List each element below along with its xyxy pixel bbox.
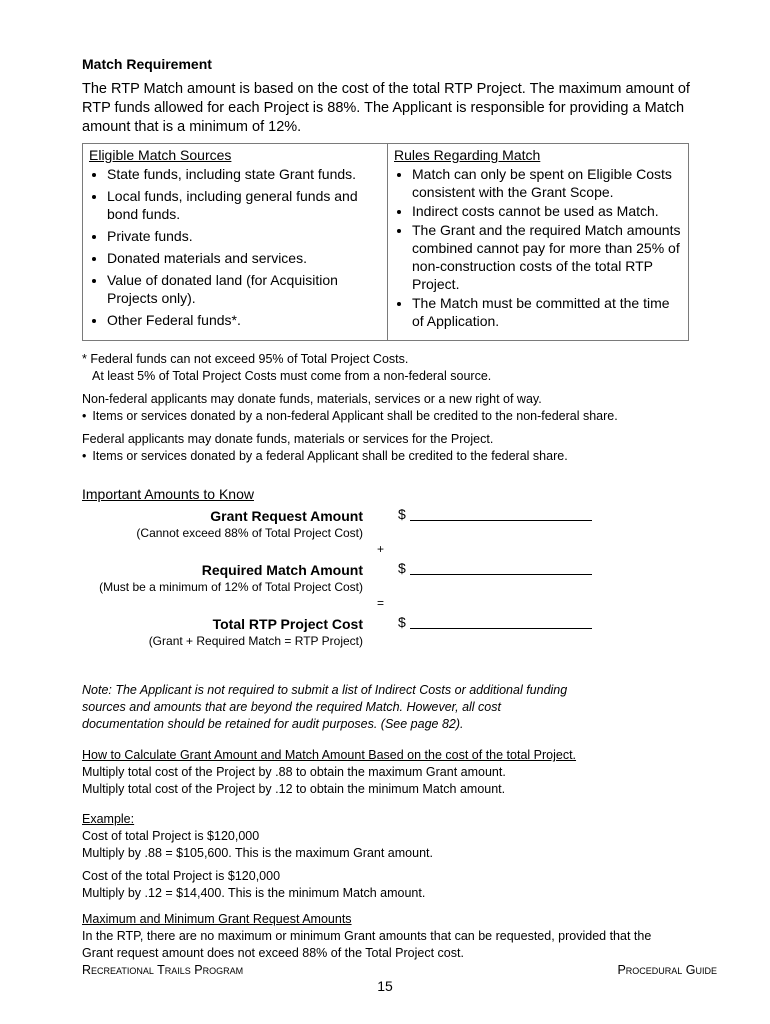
total-project-row [82, 610, 722, 664]
grant-request-field[interactable] [398, 506, 592, 522]
match-table [82, 143, 689, 341]
calculation-heading: How to Calculate Grant Amount and Match Amount Based on the cost of the total Project. [82, 748, 577, 762]
total-project-field[interactable] [398, 614, 592, 630]
calculation-line-1: Multiply total cost of the Project by .88 to obtain the maximum Grant amount. [82, 765, 506, 779]
currency-sign: $ [398, 506, 406, 522]
important-amounts-heading: Important Amounts to Know [82, 486, 254, 502]
maxmin-heading: Maximum and Minimum Grant Request Amounts [82, 912, 352, 926]
list-item: • The Match must be committed at the time of Application. [412, 294, 682, 330]
match-rules-list [394, 165, 682, 330]
intro-paragraph: The RTP Match amount is based on the cost of the total RTP Project. The maximum amount of RTP funds allowed for each Project is 88%. The Applicant is responsible for providing a Match amount that is a minimum of 12%. [82, 81, 690, 135]
federal-donations [82, 431, 722, 465]
total-project-blank[interactable] [410, 614, 592, 629]
required-match-blank[interactable] [410, 560, 592, 575]
grant-request-note: (Cannot exceed 88% of Total Project Cost) [136, 526, 363, 540]
example-a-line-1: Cost of total Project is $120,000 [82, 829, 260, 843]
example-heading: Example: [82, 812, 135, 826]
footnote-line-2: At least 5% of Total Project Costs must come from a non-federal source. [92, 369, 492, 383]
maxmin-text: In the RTP, there are no maximum or minimum Grant amounts that can be requested, provided that the Grant request amount does not exceed 88% of the Total Project cost. [82, 929, 652, 960]
required-match-row [82, 556, 722, 610]
eligible-sources-list [89, 165, 381, 329]
list-item: • Match can only be spent on Eligible Costs consistent with the Grant Scope. [412, 165, 682, 201]
calculation-line-2: Multiply total cost of the Project by .12 to obtain the minimum Match amount. [82, 782, 506, 796]
total-project-note: (Grant + Required Match = RTP Project) [148, 634, 363, 648]
page-number: 15 [377, 978, 393, 994]
audit-note: Note: The Applicant is not required to submit a list of Indirect Costs or additional funding sources and amounts that are beyond the required Match. However, all cost documentation should be retained for audit purposes. (See page 82). [82, 683, 568, 731]
eligible-sources-heading: Eligible Match Sources [89, 147, 232, 163]
nonfederal-text: Non-federal applicants may donate funds, materials, services or a new right of way. [82, 392, 542, 406]
list-item: • Indirect costs cannot be used as Match. [412, 202, 682, 220]
list-item: • Local funds, including general funds and bond funds. [107, 187, 381, 223]
nonfederal-donations [82, 391, 722, 425]
list-item: • Private funds. [107, 227, 381, 245]
footer-guide-name: Procedural Guide [617, 963, 717, 977]
section-heading: Match Requirement [82, 56, 212, 72]
match-rules-column [388, 144, 688, 340]
footer-program-name: Recreational Trails Program [82, 963, 244, 977]
equals-operator: = [377, 596, 385, 610]
currency-sign: $ [398, 614, 406, 630]
required-match-note: (Must be a minimum of 12% of Total Project Cost) [99, 580, 363, 594]
list-item: • Donated materials and services. [107, 249, 381, 267]
list-item: • Value of donated land (for Acquisition Projects only). [107, 271, 381, 307]
page-content [82, 56, 722, 962]
grant-request-blank[interactable] [410, 506, 592, 521]
grant-request-label: Grant Request Amount [210, 508, 363, 524]
required-match-label: Required Match Amount [201, 562, 363, 578]
list-item: • State funds, including state Grant funds. [107, 165, 381, 183]
eligible-sources-column [83, 144, 388, 340]
grant-request-row [82, 502, 722, 556]
currency-sign: $ [398, 560, 406, 576]
nonfederal-bullet: • Items or services donated by a non-federal Applicant shall be credited to the non-federal share. [82, 408, 722, 425]
example-a-line-2: Multiply by .88 = $105,600. This is the maximum Grant amount. [82, 846, 433, 860]
list-item: • The Grant and the required Match amounts combined cannot pay for more than 25% of non-construction costs of the total RTP Project. [412, 221, 682, 293]
required-match-field[interactable] [398, 560, 592, 576]
match-rules-heading: Rules Regarding Match [394, 147, 541, 163]
list-item: • Other Federal funds*. [107, 311, 381, 329]
example-b-line-1: Cost of the total Project is $120,000 [82, 869, 281, 883]
total-project-label: Total RTP Project Cost [212, 616, 363, 632]
plus-operator: + [377, 542, 385, 556]
example-b-line-2: Multiply by .12 = $14,400. This is the minimum Match amount. [82, 886, 426, 900]
footnote-line-1: * Federal funds can not exceed 95% of Total Project Costs. [82, 352, 409, 366]
federal-funds-footnote [82, 351, 722, 385]
federal-bullet: • Items or services donated by a federal Applicant shall be credited to the federal share. [82, 448, 722, 465]
federal-text: Federal applicants may donate funds, materials or services for the Project. [82, 432, 494, 446]
